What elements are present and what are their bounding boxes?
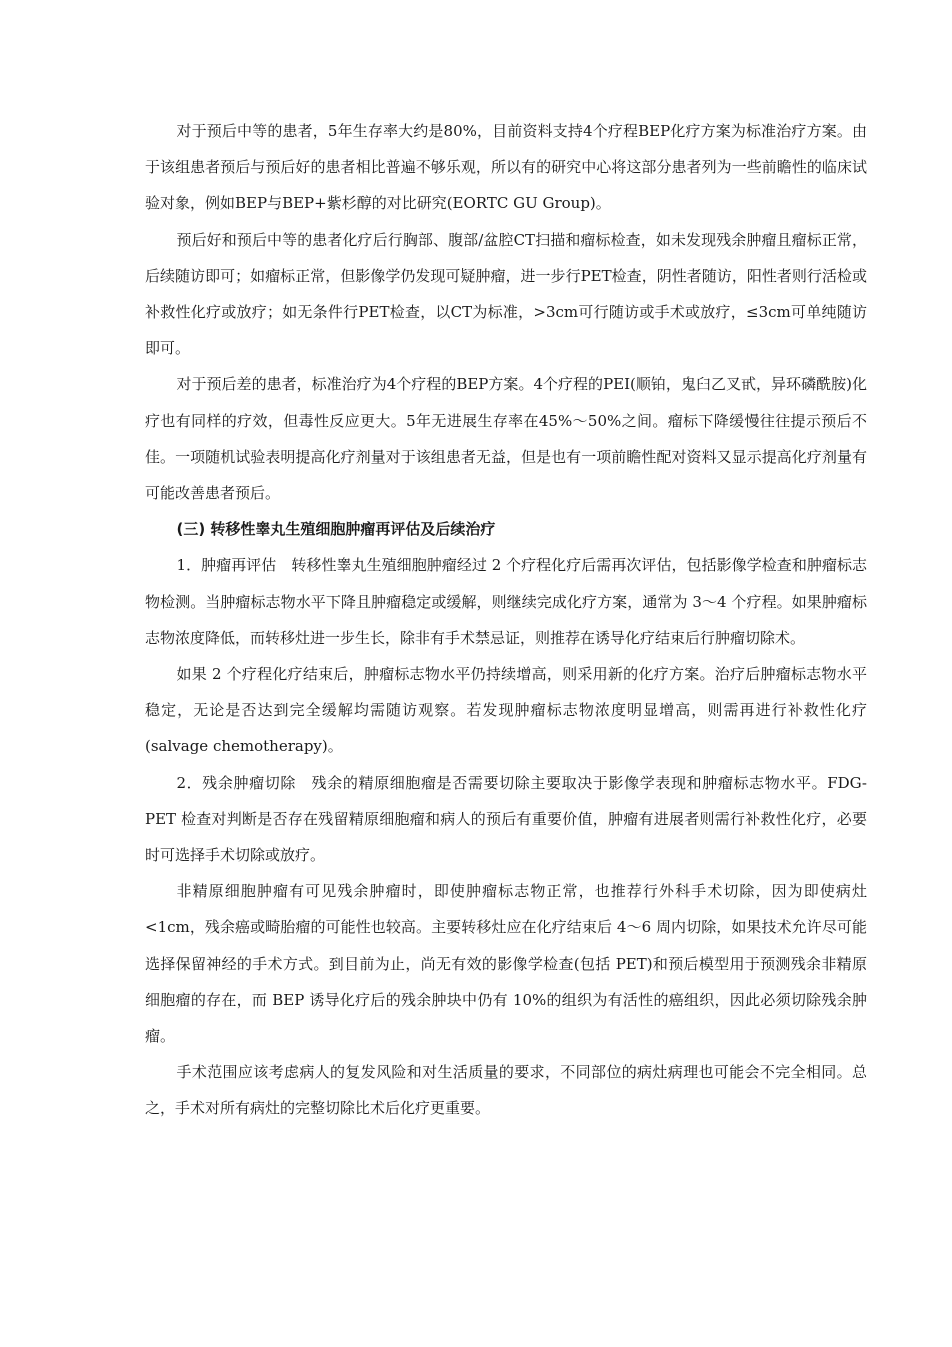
paragraph-nonseminoma-residual: 非精原细胞肿瘤有可见残余肿瘤时，即使肿瘤标志物正常，也推荐行外科手术切除，因为即使病灶<1cm，残余癌或畸胎瘤的可能性也较高。主要转移灶应在化疗结束后 4～6 周内切除，如果技术允许尽可能选择保留神经的手术方式。到目前为止，尚无有效的影像学检查(包括 PET)和预后模型用于预测残余非精原细胞瘤的存在，而 BEP 诱导化疗后的残余肿块中仍有 10%的组织为有活性的癌组织，因此必须切除残余肿瘤。 <box>145 882 867 1046</box>
document-body <box>145 113 867 1127</box>
paragraph-residual-resection: 2．残余肿瘤切除 残余的精原细胞瘤是否需要切除主要取决于影像学表现和肿瘤标志物水平。FDG-PET 检查对判断是否存在残留精原细胞瘤和病人的预后有重要价值，肿瘤有进展者则需行补救性化疗，必要时可选择手术切除或放疗。 <box>145 773 867 865</box>
section-heading: (三) 转移性睾丸生殖细胞肿瘤再评估及后续治疗 <box>176 520 496 539</box>
paragraph-surgery-scope: 手术范围应该考虑病人的复发风险和对生活质量的要求，不同部位的病灶病理也可能会不完全相同。总之，手术对所有病灶的完整切除比术后化疗更重要。 <box>145 1063 867 1118</box>
paragraph-post-chemo-evaluation: 预后好和预后中等的患者化疗后行胸部、腹部/盆腔CT扫描和瘤标检查，如未发现残余肿瘤且瘤标正常，后续随访即可；如瘤标正常，但影像学仍发现可疑肿瘤，进一步行PET检查，阴性者随访，阳性者则行活检或补救性化疗或放疗；如无条件行PET检查，以CT为标准，>3cm可行随访或手术或放疗，≤3cm可单纯随访即可。 <box>145 230 867 358</box>
paragraph-poor-prognosis: 对于预后差的患者，标准治疗为4个疗程的BEP方案。4个疗程的PEI(顺铂，鬼臼乙叉甙，异环磷酰胺)化疗也有同样的疗效，但毒性反应更大。5年无进展生存率在45%～50%之间。瘤标下降缓慢往往提示预后不佳。一项随机试验表明提高化疗剂量对于该组患者无益，但是也有一项前瞻性配对资料又显示提高化疗剂量有可能改善患者预后。 <box>145 375 867 503</box>
paragraph-tumor-reassessment: 1．肿瘤再评估 转移性睾丸生殖细胞肿瘤经过 2 个疗程化疗后需再次评估，包括影像学检查和肿瘤标志物检测。当肿瘤标志物水平下降且肿瘤稳定或缓解，则继续完成化疗方案，通常为 3～4 个疗程。如果肿瘤标志物浓度降低，而转移灶进一步生长，除非有手术禁忌证，则推荐在诱导化疗结束后行肿瘤切除术。 <box>145 556 867 647</box>
paragraph-intermediate-prognosis: 对于预后中等的患者，5年生存率大约是80%，目前资料支持4个疗程BEP化疗方案为标准治疗方案。由于该组患者预后与预后好的患者相比普遍不够乐观，所以有的研究中心将这部分患者列为一些前瞻性的临床试验对象，例如BEP与BEP+紫杉醇的对比研究(EORTC GU Group)。 <box>145 122 867 213</box>
paragraph-rising-markers: 如果 2 个疗程化疗结束后，肿瘤标志物水平仍持续增高，则采用新的化疗方案。治疗后肿瘤标志物水平稳定，无论是否达到完全缓解均需随访观察。若发现肿瘤标志物浓度明显增高，则需再进行补救性化疗(salvage chemotherapy)。 <box>145 665 867 756</box>
